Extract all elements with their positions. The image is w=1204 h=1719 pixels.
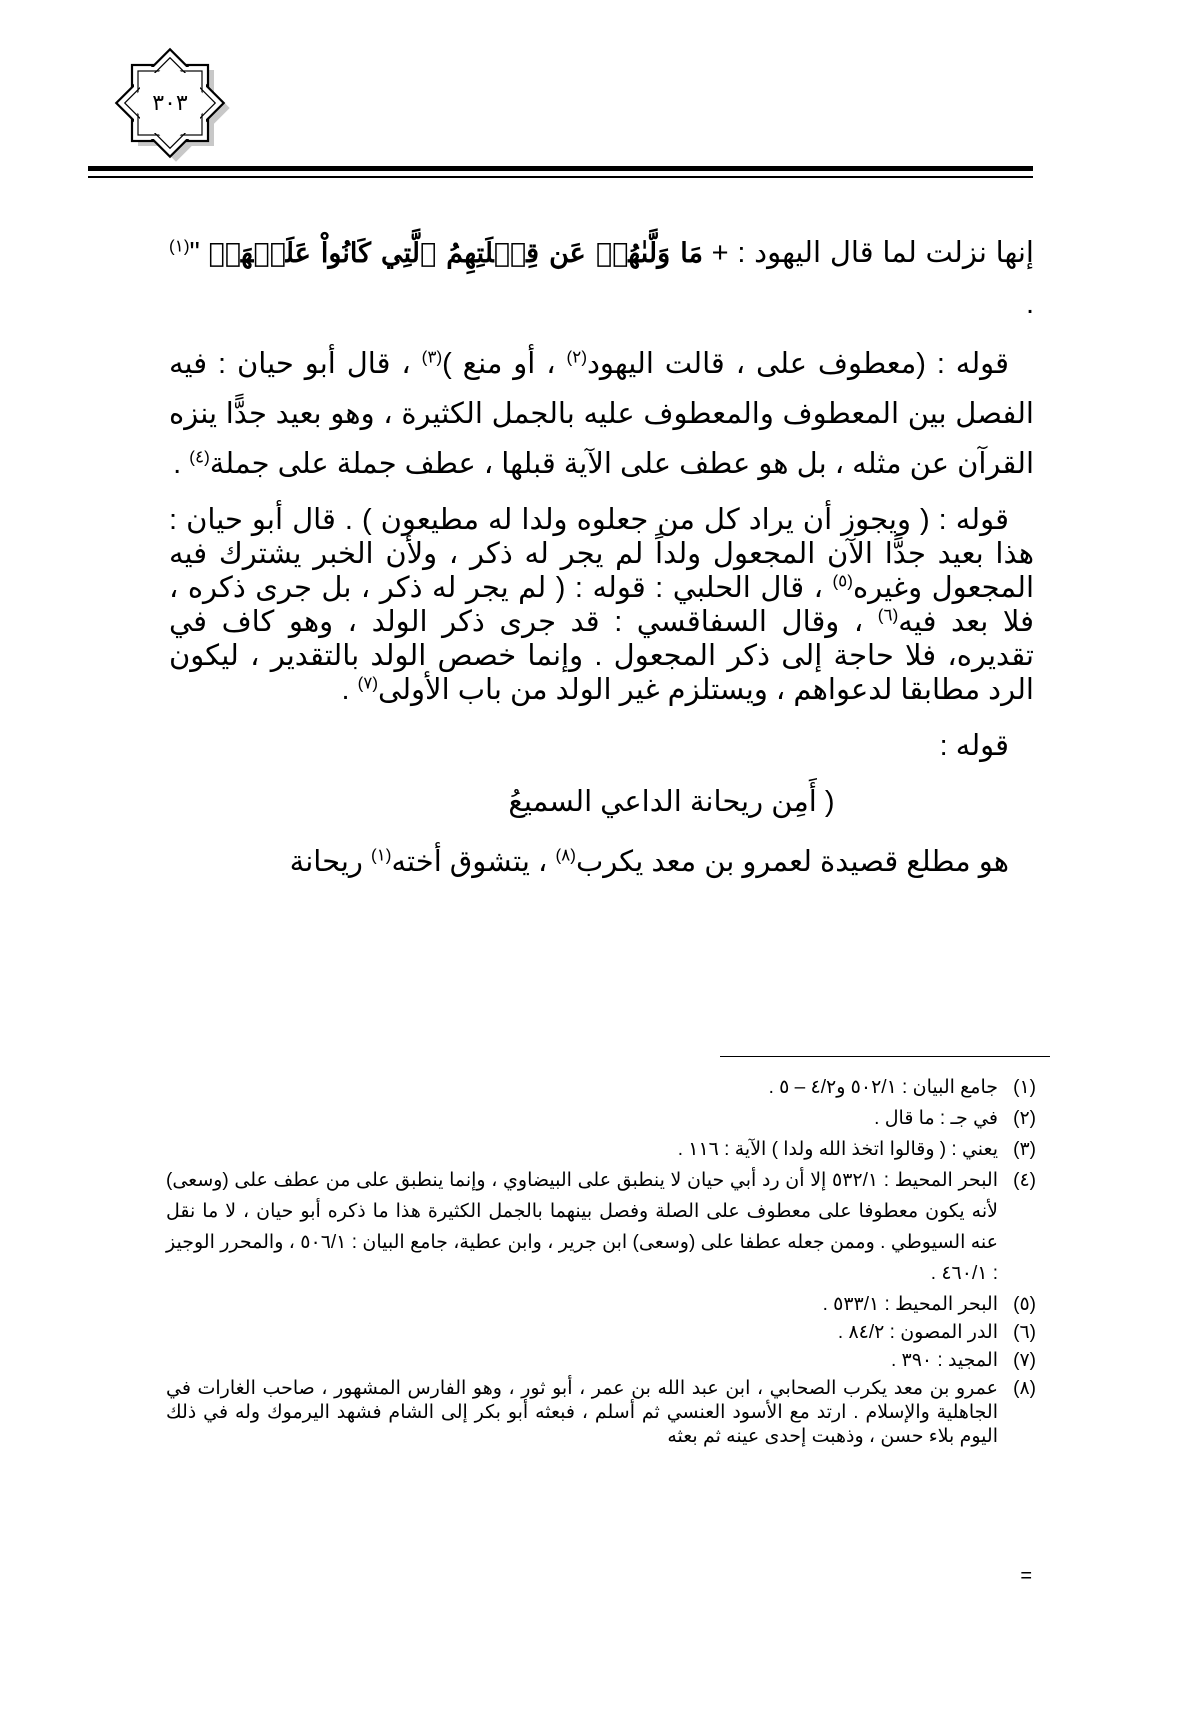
quran-verse: مَا وَلَّىٰهُمۡ عَن قِبۡلَتِهِمُ ٱلَّتِي كَانُواْ عَلَيۡهَاۚ — [208, 238, 703, 269]
footnote-6 — [166, 1321, 1036, 1345]
footnote-text: جامع البيان : ٥٠٢/١ و٤/٢ – ٥ . — [768, 1077, 998, 1098]
header-rule-thick — [88, 166, 1033, 171]
footnote-text: في جـ : ما قال . — [874, 1108, 998, 1129]
footnote-5 — [166, 1293, 1036, 1317]
footnote-8 — [166, 1377, 1036, 1449]
paragraph-1 — [169, 339, 1034, 489]
text-span: ، يتشوق أخته — [391, 846, 556, 878]
footnote-2 — [166, 1103, 1036, 1134]
header-rule-thin — [88, 176, 1033, 178]
text-span: . — [1025, 288, 1034, 320]
text-span: هو مطلع قصيدة لعمرو بن معد يكرب — [575, 846, 1009, 878]
footnote-number: (٢) — [1013, 1108, 1036, 1129]
footnote-ref: (٣) — [421, 347, 443, 367]
page-number-badge — [105, 38, 245, 178]
footnote-4 — [166, 1165, 1036, 1289]
text-span: ، أو منع ) — [442, 348, 567, 380]
footnote-ref: (٢) — [566, 347, 587, 367]
poem-verse: ( أَمِن ريحانة الداعي السميعُ — [508, 786, 835, 818]
footnote-number: (٤) — [1013, 1170, 1036, 1191]
footnote-text: الدر المصون : ٨٤/٢ . — [837, 1322, 998, 1343]
footnotes — [166, 1072, 1036, 1449]
paragraph-3: قوله : — [939, 730, 1009, 762]
paragraph-4 — [169, 837, 1034, 887]
footnote-number: (٥) — [1013, 1294, 1036, 1315]
footnote-1 — [166, 1072, 1036, 1103]
footnote-ref: (٧) — [357, 673, 379, 693]
footnote-number: (٨) — [1013, 1378, 1036, 1399]
footnote-ref: (٤) — [189, 447, 210, 467]
paragraph-verse-reference — [169, 228, 1034, 329]
main-text — [169, 228, 1034, 887]
footnote-ref: (٨) — [555, 845, 576, 865]
footnote-number: (٧) — [1013, 1350, 1036, 1371]
text-span: ، قال أبو حيان : فيه الفصل بين المعطوف والمعطوف عليه بالجمل الكثيرة ، وهو بعيد جدًّا ينزه القرآن عن مثله ، بل هو عطف على الآية قبلها ، عطف جملة على جملة — [169, 348, 1034, 480]
text-span: ، قال الحلبي : قوله : ( لم يجر له ذكر ، بل جرى ذكره ، فلا بعد فيه — [169, 572, 1034, 638]
text-span: . — [341, 674, 358, 706]
continuation-mark: = — [1020, 1565, 1032, 1587]
footnote-text: يعني : ( وقالوا اتخذ الله ولدا ) الآية : ١١٦ . — [677, 1139, 998, 1160]
footnote-number: (٣) — [1013, 1139, 1036, 1160]
footnote-text: البحر المحيط : ٥٣٣/١ . — [822, 1294, 998, 1315]
text-span: إنها نزلت لما قال اليهود : + — [702, 237, 1034, 269]
footnote-7 — [166, 1349, 1036, 1373]
footnote-separator — [720, 1056, 1050, 1057]
footnote-3 — [166, 1134, 1036, 1165]
quote-mark: " — [189, 237, 209, 269]
text-span: ، وقال السفاقسي : قد جرى ذكر الولد ، وهو كاف في تقديره، فلا حاجة إلى ذكر المجعول . وإنما خصص الولد بالتقدير ، ليكون الرد مطابقا لدعواهم ، ويستلزم غير الولد من باب الأولى — [169, 606, 1034, 706]
footnote-text: المجيد : ٣٩٠ . — [890, 1350, 998, 1371]
footnote-ref: (٥) — [832, 571, 853, 591]
page-number: ٣٠٣ — [152, 90, 188, 115]
paragraph-2 — [169, 503, 1034, 707]
footnote-text: البحر المحيط : ٥٣٢/١ إلا أن رد أبي حيان لا ينطبق على البيضاوي ، وإنما ينطبق على من عطف على (وسعى) لأنه يكون معطوفا على معطوف على الصلة وفصل بينهما بالجمل الكثيرة هذا ما ذكره أبو حيان ، لا ما نقل عنه السيوطي . وممن جعله عطفا على (وسعى) ابن جرير ، وابن عطية، جامع البيان : ٥٠٦/١ ، والمحرر الوجيز : ٤٦٠/١ . — [166, 1170, 998, 1284]
text-span: . — [173, 448, 190, 480]
footnote-text: عمرو بن معد يكرب الصحابي ، ابن عبد الله بن عمر ، أبو ثور ، وهو الفارس المشهور ، صاحب الغارات في الجاهلية والإسلام . ارتد مع الأسود العنسي ثم أسلم ، فبعثه أبو بكر إلى الشام فشهد اليرموك وله في ذلك اليوم بلاء حسن ، وذهبت إحدى عينه ثم بعثه — [166, 1378, 998, 1447]
footnote-number: (١) — [1013, 1077, 1036, 1098]
text-span: ريحانة — [289, 846, 371, 878]
footnote-number: (٦) — [1013, 1322, 1036, 1343]
footnote-ref: (١) — [169, 236, 190, 256]
text-span: قوله : (معطوف على ، قالت اليهود — [586, 348, 1009, 380]
text-span: قوله : ( ويجوز أن يراد كل من جعلوه ولدا له مطيعون ) . قال أبو حيان : هذا بعيد جدًّا الآن المجعول ولداً لم يجر له ذكر ، ولأن الخبر يشترك فيه المجعول وغيره — [169, 504, 1034, 604]
footnote-ref: (٦) — [877, 605, 899, 625]
footnote-ref: (١) — [370, 845, 392, 865]
